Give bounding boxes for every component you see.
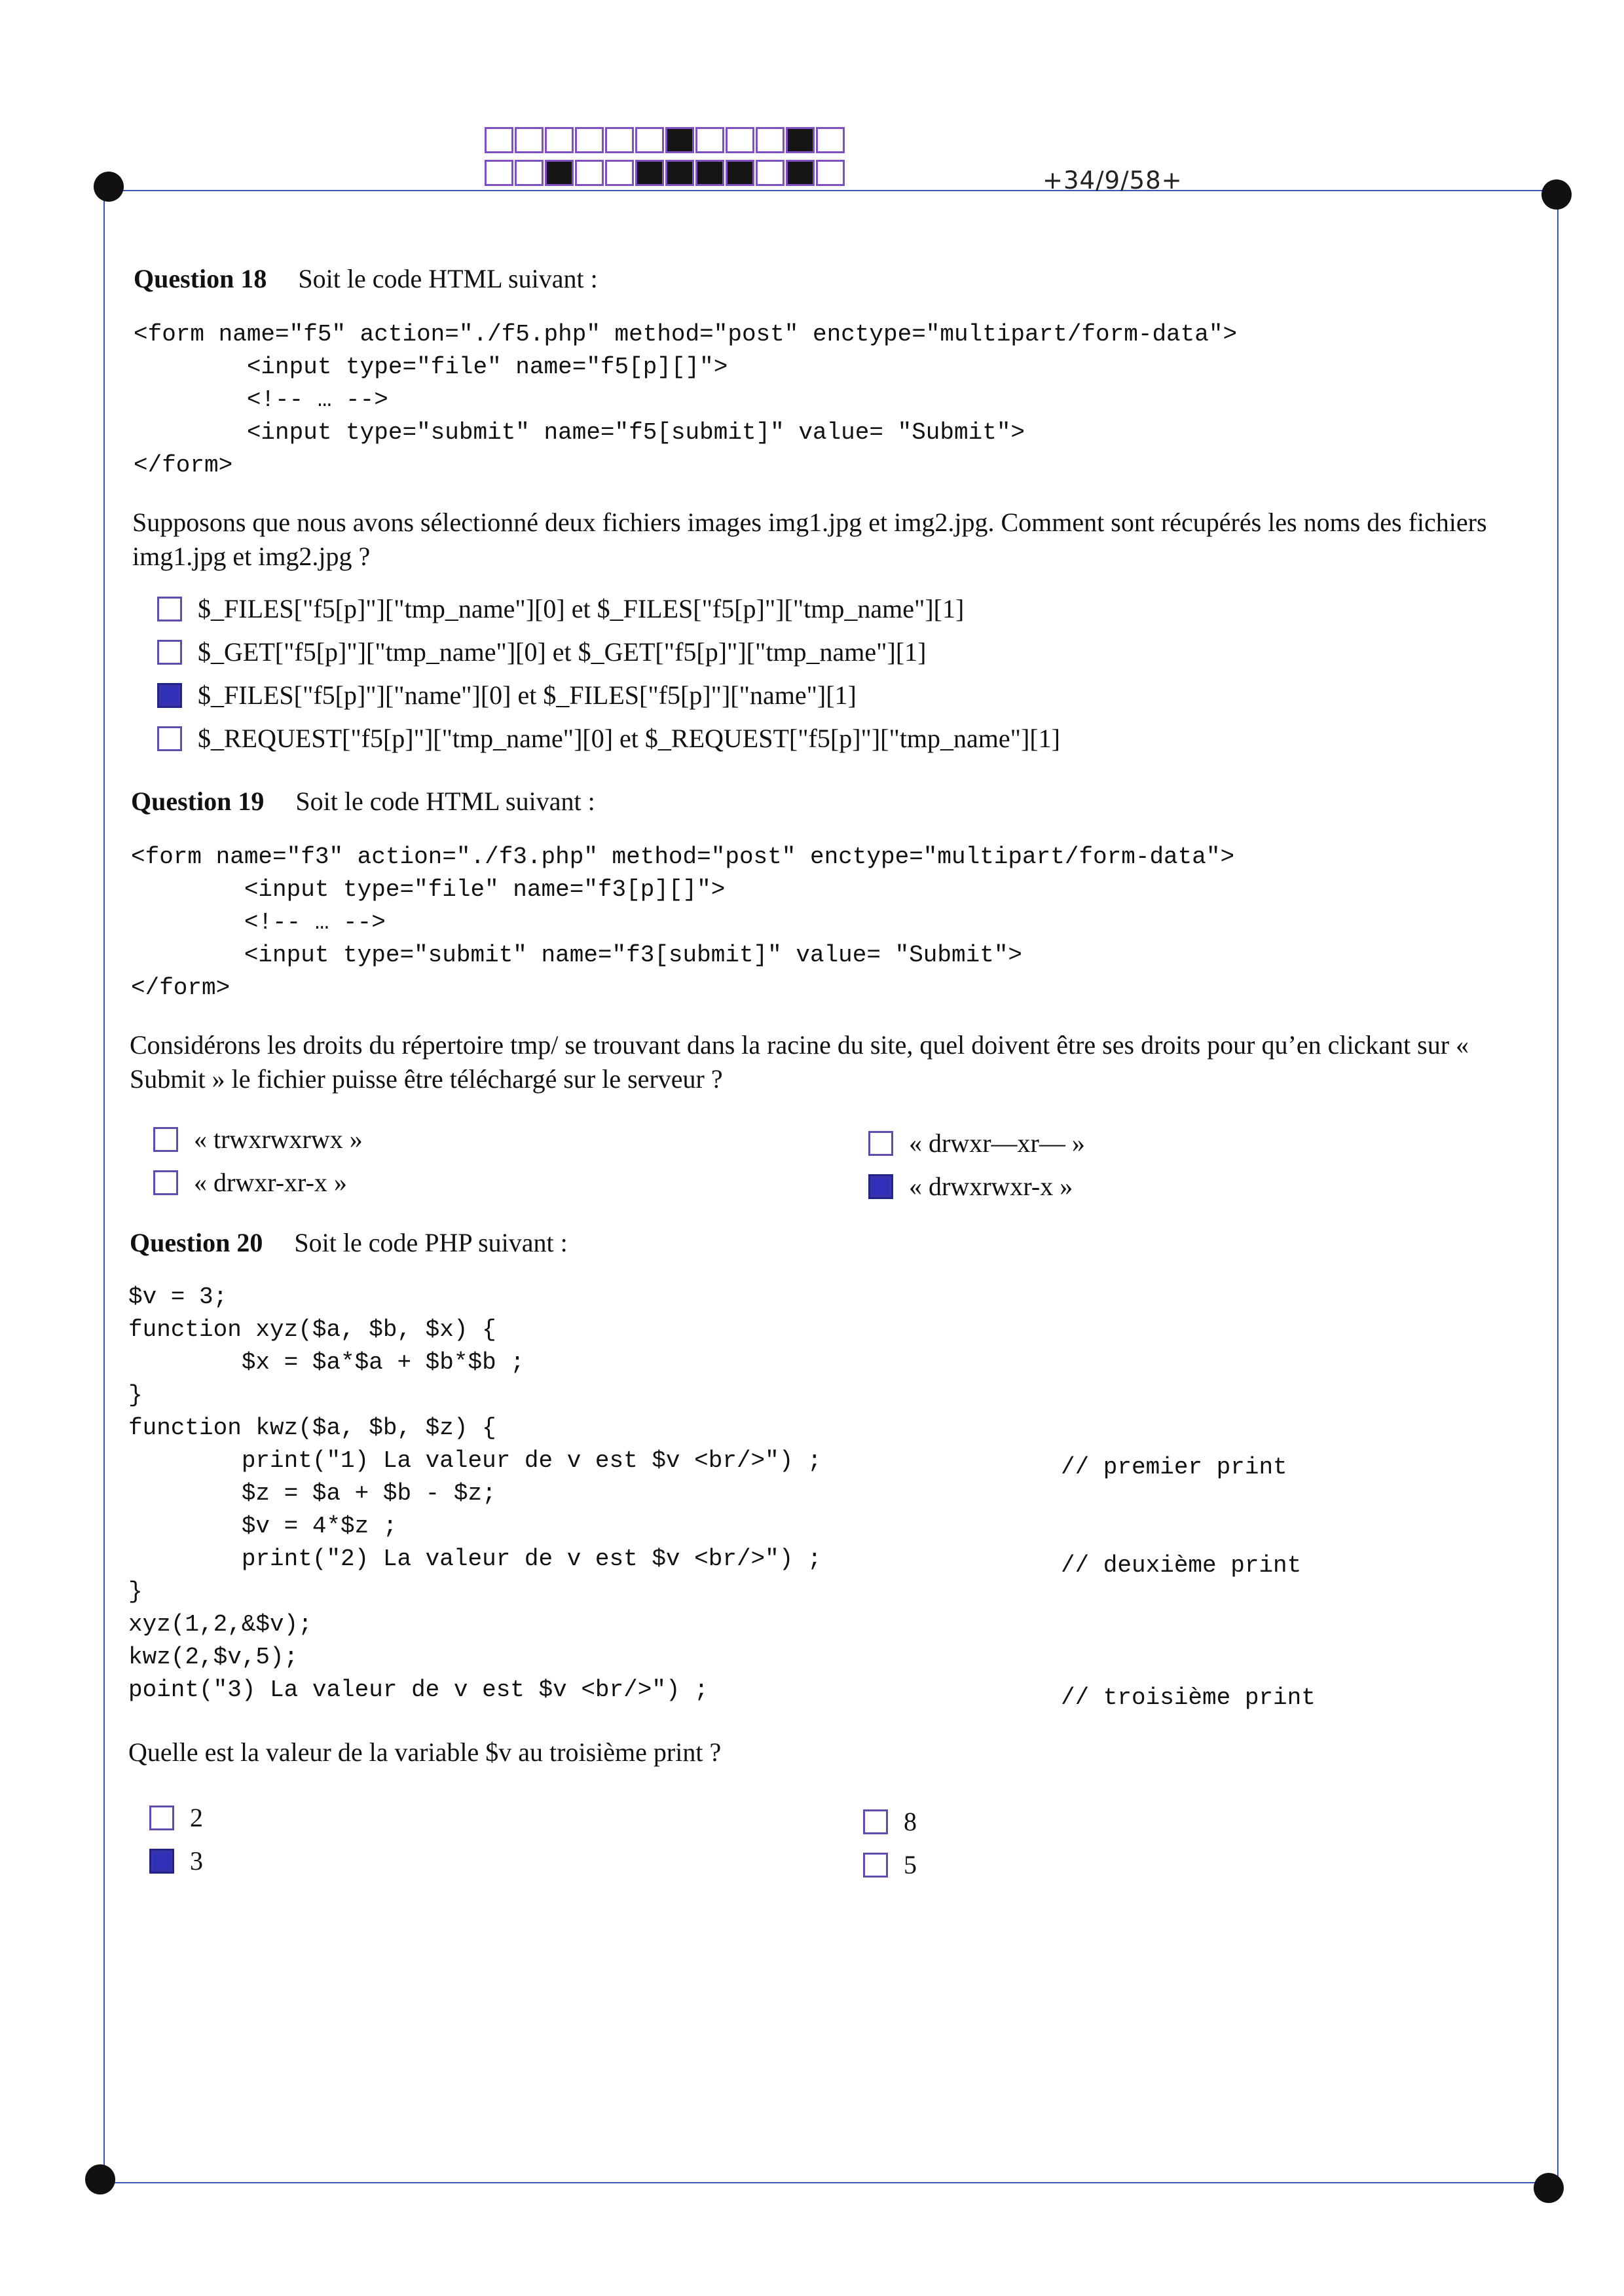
barcode-cell — [726, 127, 754, 153]
answer-checkbox[interactable] — [149, 1849, 174, 1874]
question-20-choice-c[interactable] — [863, 1806, 917, 1837]
question-label: Question 19 — [131, 787, 265, 816]
choice-label: 2 — [190, 1803, 203, 1832]
barcode-cell — [635, 127, 664, 153]
code-comment-second-print: // deuxième print — [1061, 1552, 1302, 1579]
question-intro: Soit le code PHP suivant : — [294, 1228, 568, 1257]
barcode-cell — [756, 160, 784, 186]
question-20-choice-a[interactable] — [149, 1802, 203, 1833]
question-18-choice-c[interactable] — [157, 680, 857, 711]
question-18-header — [134, 263, 598, 294]
barcode-cell — [665, 127, 694, 153]
choice-label: « drwxrwxr-x » — [909, 1172, 1073, 1201]
choice-label: $_REQUEST["f5[p]"]["tmp_name"][0] et $_REQUEST["f5[p]"]["tmp_name"][1] — [198, 724, 1060, 753]
question-18-text: Supposons que nous avons sélectionné deux fichiers images img1.jpg et img2.jpg. Comment sont récupérés les noms des fichiers img1.jpg et img2.jpg ? — [132, 508, 1487, 571]
question-intro: Soit le code HTML suivant : — [295, 787, 595, 816]
barcode-cell — [545, 160, 574, 186]
barcode-cell — [575, 127, 604, 153]
barcode-cell — [605, 127, 634, 153]
barcode-cell — [786, 127, 815, 153]
barcode-cell — [695, 160, 724, 186]
choice-label: 5 — [904, 1850, 917, 1879]
barcode-cell — [816, 160, 845, 186]
barcode-cell — [816, 127, 845, 153]
question-18-choice-d[interactable] — [157, 723, 1060, 754]
corner-mark-top-left — [94, 172, 124, 202]
corner-mark-top-right — [1541, 179, 1572, 210]
question-label: Question 20 — [130, 1228, 263, 1257]
answer-checkbox[interactable] — [149, 1805, 174, 1830]
barcode-cell — [726, 160, 754, 186]
barcode-cell — [515, 127, 544, 153]
question-20-choice-d[interactable] — [863, 1849, 917, 1880]
answer-checkbox[interactable] — [863, 1853, 888, 1878]
question-18-choice-b[interactable] — [157, 637, 926, 667]
question-20-code: $v = 3; function xyz($a, $b, $x) { $x = $a*$a + $b*$b ; } function kwz($a, $b, $z) { print("1) La valeur de v est $v <br/>") ; $z = $a + $b - $z; $v = 4*$z ; print("2) La valeur de v est $v <br/>") ; } xyz(1,2,&$v); kwz(2,$v,5); point("3) La valeur de v est $v <br/>") ; — [128, 1284, 822, 1703]
choice-label: « drwxr-xr-x » — [194, 1168, 347, 1197]
question-20-text: Quelle est la valeur de la variable $v au troisième print ? — [128, 1737, 722, 1767]
barcode-cell — [756, 127, 784, 153]
code-comment-third-print: // troisième print — [1061, 1684, 1316, 1711]
barcode-cell — [665, 160, 694, 186]
barcode-cell — [786, 160, 815, 186]
question-19-code: <form name="f3" action="./f3.php" method="post" enctype="multipart/form-data"> <input type="file" name="f3[p][]"> <!-- … --> <input type="submit" name="f3[submit]" value= "Submit"> </form> — [131, 843, 1235, 1001]
barcode-cell — [485, 160, 513, 186]
question-19-choice-b[interactable] — [153, 1167, 347, 1198]
question-19-choice-a[interactable] — [153, 1124, 363, 1155]
barcode-cell — [515, 160, 544, 186]
question-19-text: Considérons les droits du répertoire tmp/ se trouvant dans la racine du site, quel doivent être ses droits pour qu’en clickant sur « Submit » le fichier puisse être téléchargé sur le serveur ? — [130, 1030, 1469, 1094]
question-20-header — [130, 1227, 568, 1258]
choice-label: « drwxr—xr–– » — [909, 1128, 1085, 1158]
choice-label: $_FILES["f5[p]"]["tmp_name"][0] et $_FILES["f5[p]"]["tmp_name"][1] — [198, 594, 965, 623]
answer-checkbox[interactable] — [157, 683, 182, 708]
choice-label: $_FILES["f5[p]"]["name"][0] et $_FILES["f5[p]"]["name"][1] — [198, 680, 857, 710]
answer-checkbox[interactable] — [868, 1174, 893, 1199]
choice-label: $_GET["f5[p]"]["tmp_name"][0] et $_GET["f5[p]"]["tmp_name"][1] — [198, 637, 927, 667]
barcode-cell — [545, 127, 574, 153]
corner-mark-bottom-left — [85, 2164, 115, 2194]
question-18-code: <form name="f5" action="./f5.php" method="post" enctype="multipart/form-data"> <input type="file" name="f5[p][]"> <!-- … --> <input type="submit" name="f5[submit]" value= "Submit"> </form> — [134, 321, 1238, 479]
barcode-row — [485, 160, 846, 186]
corner-mark-bottom-right — [1534, 2173, 1564, 2203]
question-intro: Soit le code HTML suivant : — [298, 264, 598, 293]
barcode-cell — [635, 160, 664, 186]
answer-checkbox[interactable] — [157, 597, 182, 621]
answer-checkbox[interactable] — [153, 1127, 178, 1152]
code-comment-first-print: // premier print — [1061, 1454, 1287, 1481]
question-19-choice-d[interactable] — [868, 1171, 1073, 1202]
answer-checkbox[interactable] — [868, 1131, 893, 1156]
barcode-cell — [695, 127, 724, 153]
barcode-cell — [575, 160, 604, 186]
answer-checkbox[interactable] — [157, 726, 182, 751]
choice-label: 3 — [190, 1846, 203, 1876]
question-19-header — [131, 786, 595, 817]
choice-label: 8 — [904, 1807, 917, 1836]
question-20-choice-b[interactable] — [149, 1845, 203, 1876]
question-19-choice-c[interactable] — [868, 1128, 1085, 1158]
barcode-cell — [605, 160, 634, 186]
choice-label: « trwxrwxrwx » — [194, 1124, 363, 1154]
question-18-choice-a[interactable] — [157, 593, 964, 624]
question-label: Question 18 — [134, 264, 267, 293]
barcode-cell — [485, 127, 513, 153]
answer-checkbox[interactable] — [153, 1170, 178, 1195]
answer-checkbox[interactable] — [157, 640, 182, 665]
barcode-row — [485, 127, 846, 153]
answer-checkbox[interactable] — [863, 1809, 888, 1834]
page-id-code: +34/9/58+ — [1043, 166, 1183, 194]
